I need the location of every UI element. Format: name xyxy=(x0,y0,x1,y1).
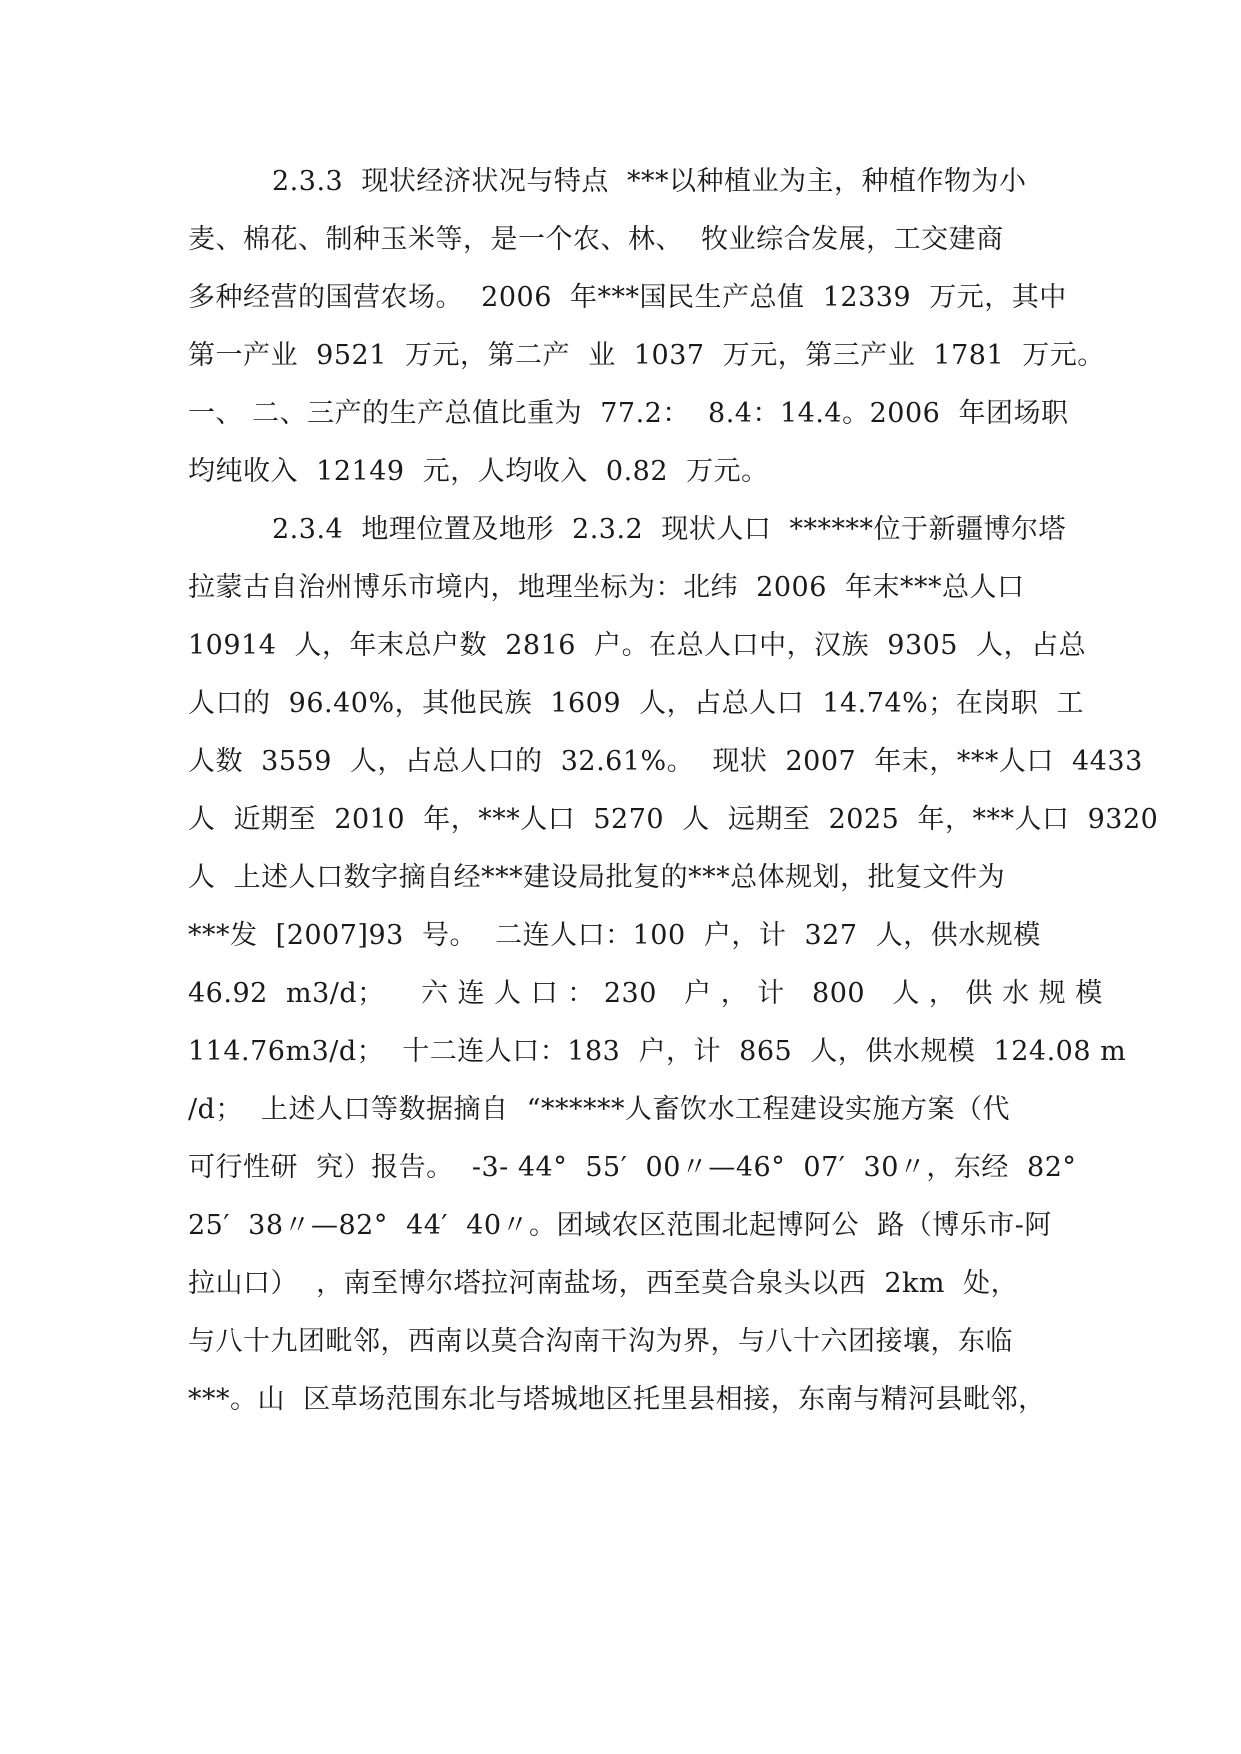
paragraph-2-3-4-line-9: 46.92 m3/d； 六 连 人 口 ： 230 户 ， 计 800 人 ， 供 水 规 模 xyxy=(188,978,1103,1009)
paragraph-2-3-4-line-16: ***。山 区草场范围东北与塔城地区托里县相接，东南与精河县毗邻， xyxy=(188,1384,1046,1415)
paragraph-2-3-3-line-1: 2.3.3 现状经济状况与特点 ***以种植业为主，种植作物为小 xyxy=(272,166,1027,197)
paragraph-2-3-4-line-6: 人 近期至 2010 年，***人口 5270 人 远期至 2025 年，***人口 9320 xyxy=(188,804,1159,835)
paragraph-2-3-3-line-4: 第一产业 9521 万元，第二产 业 1037 万元，第三产业 1781 万元。 xyxy=(188,340,1105,371)
paragraph-2-3-4-line-15: 与八十九团毗邻，西南以莫合沟南干沟为界，与八十六团接壤，东临 xyxy=(188,1326,1013,1357)
paragraph-2-3-4-line-2: 拉蒙古自治州博乐市境内，地理坐标为：北纬 2006 年末***总人口 xyxy=(188,572,1025,603)
paragraph-2-3-4-line-10: 114.76m3/d； 十二连人口：183 户，计 865 人，供水规模 124.08 m xyxy=(188,1036,1127,1067)
paragraph-2-3-4-line-13: 25′ 38〃—82° 44′ 40〃。团域农区范围北起博阿公 路（博乐市-阿 xyxy=(188,1210,1052,1241)
paragraph-2-3-4-line-1: 2.3.4 地理位置及地形 2.3.2 现状人口 ******位于新疆博尔塔 xyxy=(272,514,1067,545)
paragraph-2-3-4-line-11: /d； 上述人口等数据摘自 “******人畜饮水工程建设实施方案（代 xyxy=(188,1094,1011,1125)
paragraph-2-3-3-line-5: 一、 二、三产的生产总值比重为 77.2： 8.4：14.4。2006 年团场职 xyxy=(188,398,1069,429)
paragraph-2-3-4-line-8: ***发 [2007]93 号。 二连人口：100 户，计 327 人，供水规模 xyxy=(188,920,1041,951)
paragraph-2-3-3-line-3: 多种经营的国营农场。 2006 年***国民生产总值 12339 万元，其中 xyxy=(188,282,1067,313)
paragraph-2-3-4-line-7: 人 上述人口数字摘自经***建设局批复的***总体规划，批复文件为 xyxy=(188,862,1006,893)
paragraph-2-3-4-line-4: 人口的 96.40%，其他民族 1609 人，占总人口 14.74%；在岗职 工 xyxy=(188,688,1084,719)
paragraph-2-3-3-line-6: 均纯收入 12149 元，人均收入 0.82 万元。 xyxy=(188,456,769,487)
paragraph-2-3-3-line-2: 麦、棉花、制种玉米等，是一个农、林、 牧业综合发展，工交建商 xyxy=(188,224,1004,255)
paragraph-2-3-4-line-3: 10914 人，年末总户数 2816 户。在总人口中，汉族 9305 人，占总 xyxy=(188,630,1087,661)
paragraph-2-3-4-line-5: 人数 3559 人，占总人口的 32.61%。 现状 2007 年末，***人口 4433 xyxy=(188,746,1143,777)
paragraph-2-3-4-line-14: 拉山口） ，南至博尔塔拉河南盐场，西至莫合泉头以西 2km 处， xyxy=(188,1268,1019,1299)
paragraph-2-3-4-line-12: 可行性研 究）报告。 -3- 44° 55′ 00〃—46° 07′ 30〃，东经 82° xyxy=(188,1152,1077,1183)
